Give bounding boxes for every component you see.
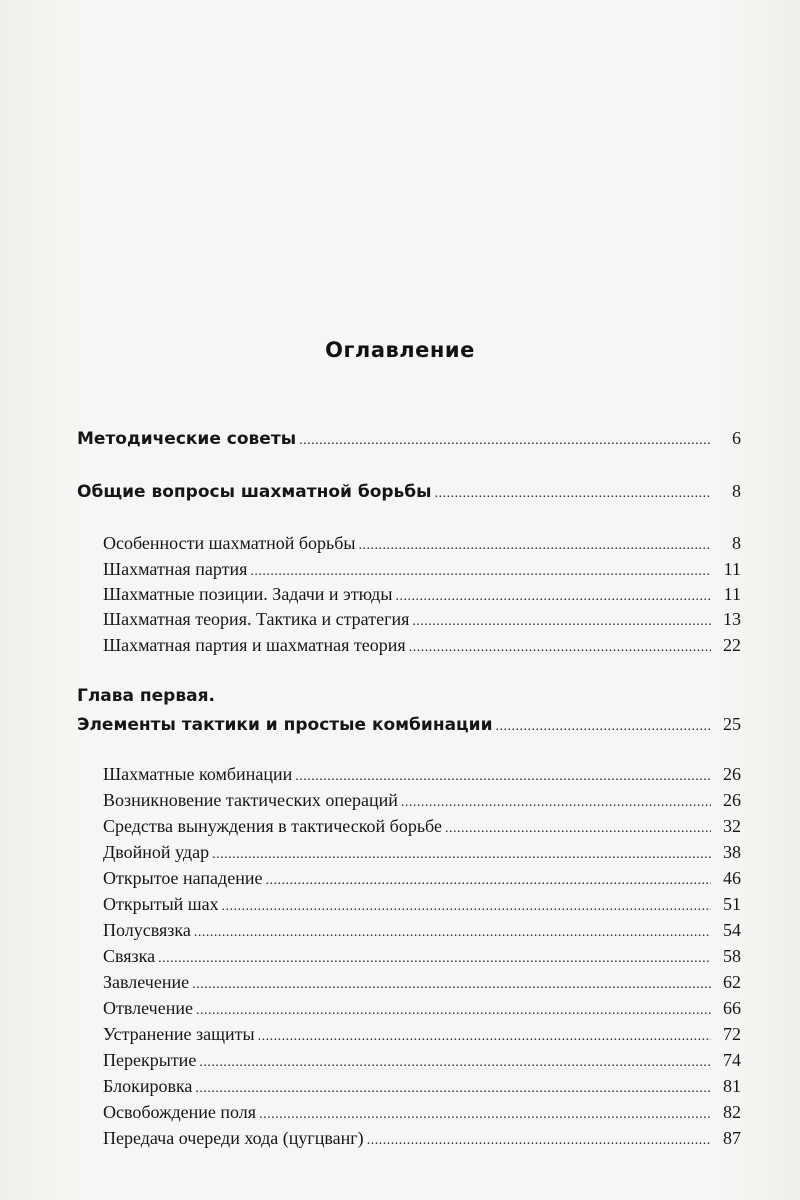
toc-entry-title: Завлечение xyxy=(103,972,190,992)
toc-page-number: 46 xyxy=(723,868,741,888)
dot-leader xyxy=(158,951,711,967)
toc-page-number: 11 xyxy=(723,584,741,604)
dot-leader xyxy=(195,1081,711,1097)
toc-subentry xyxy=(103,1050,741,1071)
toc-page-number: 38 xyxy=(723,842,741,862)
toc-page-number: 32 xyxy=(723,816,741,836)
toc-subentry xyxy=(103,1102,741,1123)
toc-entry-title: Связка xyxy=(103,946,156,966)
dot-leader xyxy=(192,977,711,993)
dot-leader xyxy=(401,795,711,811)
toc-page-number: 13 xyxy=(723,609,741,629)
toc-entry-title: Открытый шах xyxy=(103,894,219,914)
toc-entry-title: Средства вынуждения в тактической борьбе xyxy=(103,816,442,836)
toc-entry-title: Особенности шахматной борьбы xyxy=(103,533,356,553)
toc-entry-title: Перекрытие xyxy=(103,1050,197,1070)
dot-leader xyxy=(194,925,711,941)
toc-entry xyxy=(77,481,741,502)
dot-leader xyxy=(299,433,711,449)
toc-subentry xyxy=(103,842,741,863)
toc-entry xyxy=(77,714,741,735)
toc-subentry xyxy=(103,533,741,554)
toc-entry-title: Отвлечение xyxy=(103,998,193,1018)
toc-entry-title: Шахматные комбинации xyxy=(103,764,293,784)
dot-leader xyxy=(212,847,711,863)
toc-page-number: 66 xyxy=(723,998,741,1018)
toc-subentry xyxy=(103,894,741,915)
toc-subentry xyxy=(103,998,741,1019)
dot-leader xyxy=(395,589,711,605)
toc-entry-title: Устранение защиты xyxy=(103,1024,255,1044)
toc-page-number: 25 xyxy=(723,714,741,734)
page-title: Оглавление xyxy=(325,338,475,362)
toc-subentry xyxy=(103,1128,741,1149)
dot-leader xyxy=(495,719,711,735)
toc-subentry xyxy=(103,609,741,630)
toc-subentry xyxy=(103,790,741,811)
dot-leader xyxy=(295,769,711,785)
toc-page-number: 58 xyxy=(723,946,741,966)
toc-subentry xyxy=(103,635,741,656)
toc-page-number: 62 xyxy=(723,972,741,992)
toc-entry-title: Методические советы xyxy=(77,429,297,449)
toc-subentry xyxy=(103,1076,741,1097)
toc-entry xyxy=(77,428,741,449)
toc-page-number: 82 xyxy=(723,1102,741,1122)
toc-page-number: 26 xyxy=(723,764,741,784)
dot-leader xyxy=(445,821,711,837)
toc-page-number: 8 xyxy=(732,481,741,501)
toc-entry-title: Элементы тактики и простые комбинации xyxy=(77,715,493,735)
toc-subentry xyxy=(103,764,741,785)
dot-leader xyxy=(412,614,711,630)
dot-leader xyxy=(359,538,712,554)
dot-leader xyxy=(409,640,711,656)
toc-subentry xyxy=(103,920,741,941)
dot-leader xyxy=(196,1003,711,1019)
toc-entry-title: Шахматная теория. Тактика и стратегия xyxy=(103,609,410,629)
toc-entry-title: Передача очереди хода (цугцванг) xyxy=(103,1128,364,1148)
toc-page-number: 22 xyxy=(723,635,741,655)
dot-leader xyxy=(199,1055,711,1071)
toc-subentry xyxy=(103,1024,741,1045)
toc-entry-title: Шахматная партия и шахматная теория xyxy=(103,635,406,655)
toc-subentry xyxy=(103,584,741,605)
toc-entry-title: Двойной удар xyxy=(103,842,210,862)
toc-page-number: 81 xyxy=(723,1076,741,1096)
toc-page-number: 74 xyxy=(723,1050,741,1070)
toc-page-number: 26 xyxy=(723,790,741,810)
toc-subentry xyxy=(103,972,741,993)
toc-page-number: 51 xyxy=(723,894,741,914)
toc-subentry xyxy=(103,868,741,889)
toc-page-number: 11 xyxy=(723,559,741,579)
toc-entry-title: Возникновение тактических операций xyxy=(103,790,398,810)
toc-page-number: 72 xyxy=(723,1024,741,1044)
dot-leader xyxy=(265,873,711,889)
toc-page-number: 54 xyxy=(723,920,741,940)
dot-leader xyxy=(259,1107,711,1123)
toc-entry-title: Освобождение поля xyxy=(103,1102,257,1122)
toc-entry-title: Открытое нападение xyxy=(103,868,263,888)
toc-entry-title: Шахматные позиции. Задачи и этюды xyxy=(103,584,393,604)
dot-leader xyxy=(367,1133,711,1149)
toc-page-number: 87 xyxy=(723,1128,741,1148)
dot-leader xyxy=(435,486,711,502)
toc-entry-title: Шахматная партия xyxy=(103,559,248,579)
toc-entry-title: Полусвязка xyxy=(103,920,191,940)
toc-subentry xyxy=(103,559,741,580)
toc-subentry xyxy=(103,946,741,967)
toc-page-number: 8 xyxy=(732,533,741,553)
dot-leader xyxy=(222,899,711,915)
dot-leader xyxy=(258,1029,711,1045)
toc-entry-title: Блокировка xyxy=(103,1076,193,1096)
toc-subentry xyxy=(103,816,741,837)
toc-page-number: 6 xyxy=(732,428,741,448)
dot-leader xyxy=(250,564,711,580)
chapter-label: Глава первая. xyxy=(77,686,215,706)
toc-entry-title: Общие вопросы шахматной борьбы xyxy=(77,482,432,502)
